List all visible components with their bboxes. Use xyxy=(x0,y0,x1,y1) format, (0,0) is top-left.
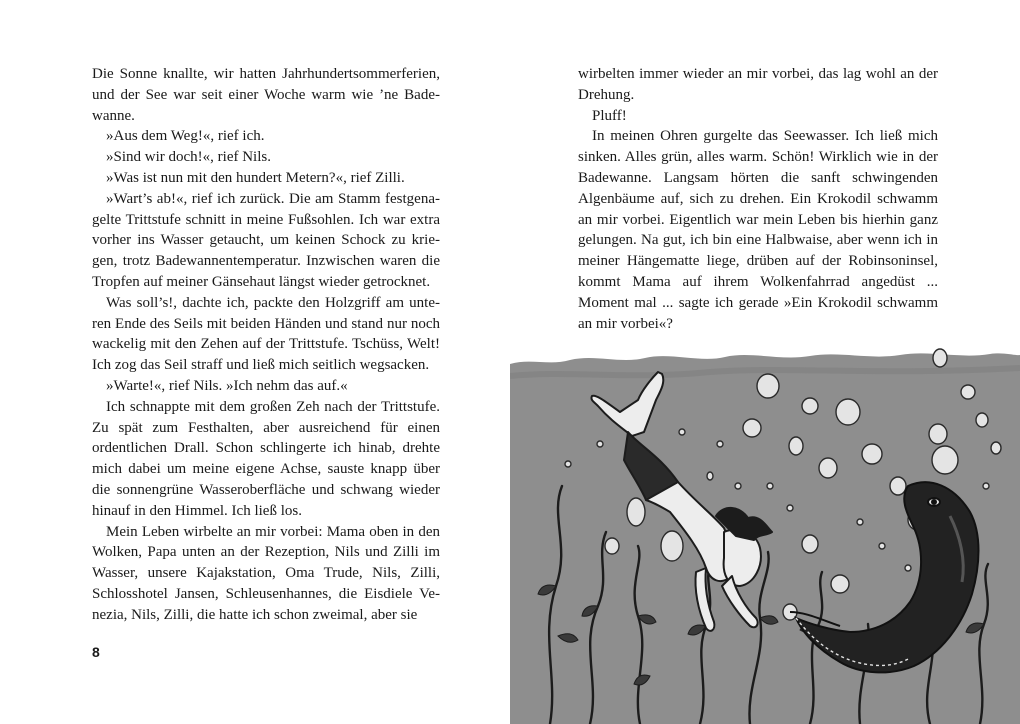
paragraph: In meinen Ohren gurgelte das Seewasser. Ich ließ mich sinken. Alles grün, alles warm. Schön! Wirklich wie in der Badewanne. Langsam hörten die sanft schwingenden Algenbäume auf, sich zu drehen. Ein Krokodil schwamm an mir vorbei. Eigentlich war mein Leben bis hierhin ganz gelungen. Na gut, ich bin eine Halbwaise, aber wenn ich in meiner Hängematte liege, drüben auf der Robinsoninsel, kommt Mama auf ihrem Wolkenfahrrad angedüst ... Moment mal ... sagte ich gerade »Ein Krokodil schwamm an mir vorbei«? xyxy=(578,128,938,332)
paragraph: »Aus dem Weg!«, rief ich. xyxy=(106,128,265,145)
paragraph: »Warte!«, rief Nils. »Ich nehm das auf.« xyxy=(106,377,348,394)
paragraph: wirbelten immer wieder an mir vorbei, das lag wohl an der Drehung. xyxy=(578,66,938,103)
underwater-illustration xyxy=(510,336,1020,724)
underwater-scene-icon xyxy=(510,336,1020,724)
page-number: 8 xyxy=(92,644,100,660)
paragraph: Pluff! xyxy=(592,107,627,124)
right-page xyxy=(510,0,1020,724)
paragraph: »Was ist nun mit den hundert Metern?«, rief Zilli. xyxy=(106,169,405,186)
paragraph: Mein Leben wirbelte an mir vorbei: Mama oben in den Wolken, Papa unten an der Rezeption, Nils und Zilli im Wasser, unsere Kajakstation, Oma Trude, Nils, Zilli, Schlosshotel Jansen, Schleusenhannes, die Eisdiele Venezia, Nils, Zilli, die hatte ich schon zweimal, aber sie xyxy=(92,523,440,623)
paragraph: Die Sonne knallte, wir hatten Jahrhundertsommerferien, und der See war seit einer Woche warm wie ’ne Badewanne. xyxy=(92,66,440,124)
left-page-text xyxy=(92,64,440,626)
right-page-text xyxy=(578,64,938,334)
paragraph: »Wart’s ab!«, rief ich zurück. Die am Stamm festgenagelte Trittstufe schnitt in meine Fußsohlen. Ich war extra vorher ins Wasser getaucht, um keinen Schock zu kriegen, trotz Badewannentemperatur. Inzwischen waren die Tropfen auf meiner Gänsehaut längst wieder getrocknet. xyxy=(92,190,440,290)
paragraph: Was soll’s!, dachte ich, packte den Holzgriff am unteren Ende des Seils mit beiden Händen und stand nur noch wackelig mit den Zehen auf der Trittstufe. Tschüss, Welt! Ich zog das Seil straff und ließ mich seitlich wegsacken. xyxy=(92,294,440,374)
paragraph: »Sind wir doch!«, rief Nils. xyxy=(106,149,271,166)
paragraph: Ich schnappte mit dem großen Zeh nach der Trittstufe. Zu spät zum Festhalten, aber ausreichend für einen ordentlichen Drall. Schon schlingerte ich hinab, drehte mich dabei um meine eigene Achse, sauste knapp über die sonnengrüne Wasseroberfläche und schwang wieder hinauf in den Himmel. Ich ließ los. xyxy=(92,398,440,519)
